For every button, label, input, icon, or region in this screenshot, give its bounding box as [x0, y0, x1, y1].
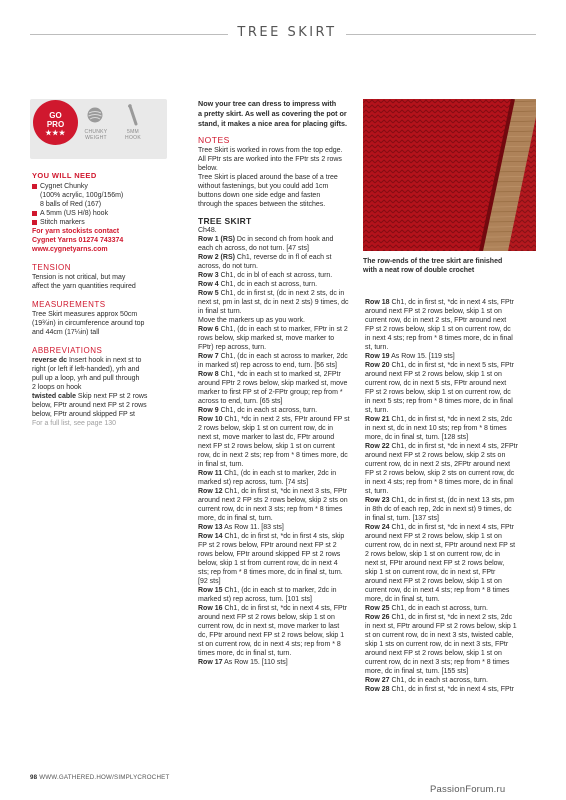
instruction-line	[365, 496, 523, 505]
row-text: Ch1, dc in first st, *dc in next 5 sts, FPtr	[389, 362, 515, 369]
row-label: Row 8	[198, 371, 219, 378]
row-label: Row 28	[365, 686, 390, 693]
abbreviation-text: 2 loops on hook	[32, 384, 82, 391]
instruction-line	[198, 370, 353, 379]
row-text: Ch1, dc in first st, *dc in next 4 sts, 2FPtr	[389, 443, 518, 450]
yarn-ball-icon	[87, 107, 103, 123]
badge-stars: ★★★	[45, 130, 66, 137]
row-label: Row 14	[198, 533, 223, 540]
watermark: PassionForum.ru	[430, 784, 506, 795]
instruction-line	[198, 451, 353, 460]
photo-illustration	[363, 99, 536, 251]
instruction-line	[365, 577, 523, 586]
instruction-line	[365, 649, 523, 658]
instruction-line	[365, 352, 523, 361]
material-line: (100% acrylic, 100g/156m)	[40, 192, 124, 199]
instruction-line	[198, 568, 353, 577]
notes-line: Tree Skirt is worked in rows from the top edge.	[198, 147, 343, 154]
intro-line: stand, it makes a nice area for placing gifts.	[198, 119, 347, 128]
row-label: Row 18	[365, 299, 390, 306]
instruction-line	[198, 361, 353, 370]
row-text: next st, pm in last st, dc in next 2 sts) 9 times, dc	[198, 299, 349, 306]
instruction-line	[365, 505, 523, 514]
stockists-line-1: For yarn stockists contact	[32, 228, 120, 235]
row-text: Ch1, dc in first st, *dc in next 2 sts, 2dc	[389, 614, 513, 621]
row-text: [92 sts]	[198, 578, 221, 585]
material-item-hook	[32, 209, 158, 218]
row-text: in final st turn.	[198, 308, 242, 315]
instruction-line	[198, 460, 353, 469]
row-text: Ch1, (dc in each st across to marker, 2dc	[218, 353, 348, 360]
badge-line-1: GO	[49, 111, 62, 120]
instruction-line	[198, 271, 353, 280]
instruction-line	[198, 379, 353, 388]
row-label: Row 6	[198, 326, 219, 333]
tension-line: affect the yarn quantities required	[32, 283, 136, 290]
instruction-line	[198, 289, 353, 298]
instruction-line	[198, 433, 353, 442]
row-label: Row 20	[365, 362, 390, 369]
abbreviation-text: below, FPtr around skipped FP st	[32, 411, 135, 418]
instruction-line	[198, 559, 353, 568]
row-text: in 8th dc of each rep, 2dc in next st) 9 times, dc	[365, 506, 512, 513]
instruction-line	[365, 433, 523, 442]
abbreviation-term: twisted cable	[32, 393, 76, 400]
row-text: around next FP st 2 rows below, skip 2 sts on	[365, 452, 506, 459]
row-text: sts; rep from * 8 times more, dc in final st, turn.	[198, 569, 343, 576]
hook-caption-line-2: HOOK	[125, 135, 141, 141]
stockists-line-2: Cygnet Yarns 01274 743374	[32, 237, 124, 244]
instruction-line	[365, 514, 523, 523]
row-text: around next FP st 2 rows below, skip 1 st on	[365, 650, 502, 657]
row-text: Ch1, dc in each st across, turn.	[218, 407, 318, 414]
row-text: FP st 2 rows below, skip 1 st on current row, dc	[365, 326, 511, 333]
row-text: st on current row, dc in next 4 sts; rep from * 8	[198, 641, 341, 648]
intro-text	[198, 99, 353, 129]
instruction-line	[365, 469, 523, 478]
tree-skirt-instructions	[198, 226, 353, 667]
material-item-yarn	[32, 182, 158, 209]
row-text: Ch1, dc in bl of each st across, turn.	[218, 272, 333, 279]
row-text: st, turn.	[365, 407, 389, 414]
row-text: Ch1, dc in each st across, turn.	[218, 281, 318, 288]
row-text: Ch1, (dc in each st to marker, 2dc in	[222, 470, 337, 477]
row-text: 2 rows below, skip 1 st on current row, dc in	[198, 425, 334, 432]
row-text: Ch1, dc in first st, *dc in next 4 sts, FPtr	[389, 524, 515, 531]
row-text: Ch1, dc in first st, *dc in next 4 sts, FPtr	[222, 605, 348, 612]
instruction-line	[198, 280, 353, 289]
row-label: Row 16	[198, 605, 223, 612]
instruction-line	[198, 505, 353, 514]
instruction-line	[198, 352, 353, 361]
instruction-line	[198, 307, 353, 316]
instruction-line	[198, 604, 353, 613]
row-label: Row 9	[198, 407, 219, 414]
row-text: current row, dc in next st, move marker to last	[198, 623, 340, 630]
row-text: next st, FPtr around next FP st 2 rows below,	[365, 560, 505, 567]
row-text: each ch across, do not turn. [47 sts]	[198, 245, 309, 252]
row-text: next st, move marker to last dc, FPtr around	[198, 434, 335, 441]
row-text: in final st, turn.	[198, 461, 244, 468]
notes-line: All FPtr sts are worked into the FPtr sts 2 rows	[198, 156, 342, 163]
instruction-line	[365, 604, 523, 613]
notes-line: below.	[198, 165, 218, 172]
abbreviation-text: below, FPtr around next FP st 2 rows	[32, 402, 147, 409]
row-text: As Row 15. [119 sts]	[389, 353, 455, 360]
row-text: Ch1, dc in each st across, turn.	[389, 605, 488, 612]
instruction-line	[365, 478, 523, 487]
material-line: A 5mm (US H/8) hook	[40, 210, 109, 217]
row-text: current row, dc in next st, FPtr around next FP st	[365, 542, 516, 549]
full-list-reference: For a full list, see page 130	[32, 420, 117, 427]
instruction-line	[198, 532, 353, 541]
row-text: in next 5 sts; rep from * 8 times more, dc in final	[365, 398, 513, 405]
instruction-line	[198, 487, 353, 496]
row-text: row, dc in next 2 sts; rep from * 8 times more, dc	[198, 452, 348, 459]
row-text: Ch1, *dc in next 2 sts, FPtr around FP st	[222, 416, 350, 423]
instruction-line	[198, 613, 353, 622]
row-text: 2 rows below, skip 1 st on current row, dc in	[365, 551, 501, 558]
row-text: in final st, turn. [137 sts]	[365, 515, 439, 522]
instruction-line	[365, 640, 523, 649]
badge-line-2: PRO	[46, 120, 65, 129]
footer-url: WWW.GATHERED.HOW/SIMPLYCROCHET	[37, 774, 170, 781]
page-footer	[30, 774, 169, 781]
material-line: Stitch markers	[40, 219, 85, 226]
row-text: dc, FPtr around next FP st 2 rows below, skip 1	[198, 632, 345, 639]
row-text: Ch1, dc in first st, *dc in next 2 sts, 2dc	[389, 416, 513, 423]
row-text: around next FP st 2 rows below, skip 1 st on	[365, 371, 502, 378]
row-text: skip 1 st on current row, dc in next st, FPtr	[365, 569, 496, 576]
row-label: Row 7	[198, 353, 219, 360]
instruction-line	[198, 298, 353, 307]
measurements-line: (19¾in) in circumference around top	[32, 320, 145, 327]
row-text: marked st) rep across, turn. [101 sts]	[198, 596, 312, 603]
yarn-weight-caption-line-2: WEIGHT	[85, 135, 107, 141]
material-line: 8 balls of Red (167)	[40, 201, 102, 208]
instruction-line	[198, 478, 353, 487]
row-text: FP st 2 rows below, FPtr around next FP st 2	[198, 542, 337, 549]
row-text: Ch1, dc in first st, *dc in first 4 sts, skip	[222, 533, 345, 540]
notes-line: Tree Skirt is placed around the base of a tree	[198, 174, 338, 181]
notes-paragraph-2	[198, 173, 353, 209]
row-text: Ch1, *dc in each st to marked st, 2FPtr	[218, 371, 341, 378]
instruction-line	[198, 586, 353, 595]
intro-line: Now your tree can dress to impress with	[198, 99, 337, 108]
row-text: around next FP st 2 rows below, skip 1 st on	[365, 308, 502, 315]
instruction-line	[365, 298, 523, 307]
instruction-line	[198, 406, 353, 415]
row-label: Row 11	[198, 470, 223, 477]
row-label: Row 4	[198, 281, 219, 288]
row-label: Row 21	[365, 416, 390, 423]
row-text: FP st 2 rows below, skip 2 sts on current row, dc	[365, 470, 515, 477]
row-text: across, do not turn.	[198, 263, 258, 270]
instruction-line	[198, 658, 353, 667]
abbreviation-text: Insert hook in next st to	[67, 357, 142, 364]
row-label: Row 25	[365, 605, 390, 612]
row-text: more, dc in final st, turn.	[198, 515, 273, 522]
row-text: marker to first FP st of 2-FPtr group; rep from *	[198, 389, 343, 396]
instruction-line	[198, 550, 353, 559]
abbreviation-text: pull up a loop, yrh and pull through	[32, 375, 140, 382]
row-text: around next 2 FP sts 2 rows below, skip 2 sts on	[198, 497, 348, 504]
row-text: across to end, turn. [65 sts]	[198, 398, 283, 405]
instruction-line	[365, 406, 523, 415]
row-label: Row 1 (RS)	[198, 236, 235, 243]
row-text: current row, dc in next 2 sts, 2FPtr around next	[365, 461, 511, 468]
row-label: Row 13	[198, 524, 223, 531]
instruction-line	[198, 415, 353, 424]
row-text: Ch1, dc in first st, (dc in next 2 sts, dc in	[218, 290, 345, 297]
yarn-weight-caption-line-1: CHUNKY	[84, 129, 108, 135]
page-header	[0, 22, 566, 46]
row-text: rows below, skip marked st, move marker to	[198, 335, 335, 342]
row-text: in next st, dc in next 10 sts; rep from * 8 times	[365, 425, 507, 432]
tree-skirt-heading: TREE SKIRT	[198, 216, 252, 226]
material-item-markers	[32, 218, 158, 227]
instruction-line	[198, 388, 353, 397]
abbreviations-heading: ABBREVIATIONS	[32, 346, 103, 355]
page-title: TREE SKIRT	[237, 25, 337, 40]
row-text: current row, dc in next 3 sts; rep from * 8 times	[365, 659, 510, 666]
row-text: marked st) rep across, turn. [74 sts]	[198, 479, 309, 486]
instruction-line	[198, 334, 353, 343]
row-label: Row 12	[198, 488, 223, 495]
instruction-line	[198, 253, 353, 262]
instruction-line	[365, 550, 523, 559]
go-pro-badge	[33, 100, 78, 145]
header-rule-right	[346, 34, 536, 35]
notes-line: through the spaces between the stitches.	[198, 201, 326, 208]
row-text: in marked st) rep across to end, turn. [56 sts]	[198, 362, 337, 369]
row-label: Row 10	[198, 416, 223, 423]
instruction-line	[365, 631, 523, 640]
instruction-line	[365, 388, 523, 397]
row-text: current row, dc in next 5 sts, FPtr around next	[365, 380, 507, 387]
instruction-line	[198, 541, 353, 550]
row-text: skip 1 sts on current row, dc in next 3 sts, FPtr	[365, 641, 509, 648]
instruction-line	[365, 424, 523, 433]
row-label: Row 17	[198, 659, 223, 666]
instruction-line	[365, 568, 523, 577]
row-label: Row 26	[365, 614, 390, 621]
row-label: Row 3	[198, 272, 219, 279]
instruction-line	[198, 343, 353, 352]
instruction-line	[365, 613, 523, 622]
instruction-line	[365, 586, 523, 595]
instruction-line	[365, 685, 523, 694]
row-text: Ch1, dc in first st, (dc in next 13 sts, pm	[389, 497, 515, 504]
row-text: st on current row, dc in next 3 sts, twisted cable,	[365, 632, 514, 639]
measurements-line: Tree Skirt measures approx 50cm	[32, 311, 138, 318]
row-text: st, turn.	[365, 344, 389, 351]
row-text: around next FP st 2 rows below, skip 1 st on	[365, 533, 502, 540]
instruction-line	[365, 658, 523, 667]
row-text: around next FP st 2 rows below, skip 1 st on	[365, 578, 502, 585]
instruction-line	[365, 559, 523, 568]
row-text: As Row 11. [83 sts]	[222, 524, 284, 531]
instruction-line	[365, 541, 523, 550]
instruction-line	[198, 316, 353, 325]
tension-heading: TENSION	[32, 263, 72, 272]
notes-line: without fastenings, but you could add 1cm	[198, 183, 329, 190]
abbreviation-text: right (or left if left-handed), yrh and	[32, 366, 140, 373]
row-text: in next st, FPtr around FP st 2 rows below, skip 1	[365, 623, 517, 630]
row-text: Ch1, dc in first st, *dc in next 3 sts, FPtr	[222, 488, 348, 495]
instruction-line	[198, 622, 353, 631]
row-label: Row 2 (RS)	[198, 254, 235, 261]
notes-paragraph-1	[198, 146, 353, 173]
instruction-line	[198, 640, 353, 649]
page-number: 98	[30, 774, 38, 781]
row-text: current row, dc in next 4 sts; rep from * 8 times	[365, 587, 510, 594]
hook-caption-line-1: 5MM	[126, 129, 139, 135]
instruction-line	[198, 523, 353, 532]
instruction-line	[198, 424, 353, 433]
row-text: rows below, FPtr around skipped FP st 2 rows	[198, 551, 341, 558]
row-text: around FPtr 2 rows below, skip marked st, move	[198, 380, 348, 387]
header-rule-left	[30, 34, 228, 35]
instruction-line	[198, 469, 353, 478]
instruction-line	[198, 397, 353, 406]
instruction-line	[198, 496, 353, 505]
row-text: in next 4 sts; rep from * 8 times more, dc in final	[365, 479, 513, 486]
row-text: Ch1, (dc in each st to marker, 2dc in	[222, 587, 337, 594]
row-label: Row 22	[365, 443, 390, 450]
stockists-web-link[interactable]: www.cygnetyarns.com	[32, 246, 108, 253]
row-label: Row 5	[198, 290, 219, 297]
row-text: around next FP st 2 rows below, skip 1 st on	[198, 614, 335, 621]
row-text: Ch48.	[198, 227, 217, 234]
row-text: Ch1, dc in first st, *dc in next 4 sts, FPtr	[389, 686, 515, 693]
row-text: current row, dc in next 2 sts, FPtr around next	[365, 317, 507, 324]
row-label: Row 15	[198, 587, 223, 594]
abbreviation-reverse-dc	[32, 356, 158, 392]
abbreviation-text: Skip next FP st 2 rows	[75, 393, 148, 400]
instruction-line	[365, 325, 523, 334]
row-text: times more, dc in final st, turn.	[198, 650, 292, 657]
hook-size-caption	[116, 129, 150, 141]
photo-caption	[363, 257, 528, 275]
instruction-line	[198, 631, 353, 640]
photo-caption-line: The row-ends of the tree skirt are finished	[363, 258, 503, 265]
row-text: Dc in second ch from hook and	[234, 236, 334, 243]
material-line: Cygnet Chunky	[40, 183, 88, 190]
instruction-line	[365, 379, 523, 388]
row-text: more, dc in final st, turn. [128 sts]	[365, 434, 469, 441]
abbreviation-twisted-cable	[32, 392, 158, 419]
row-label: Row 19	[365, 353, 390, 360]
instruction-line	[365, 442, 523, 451]
instruction-line	[198, 595, 353, 604]
instruction-line	[365, 334, 523, 343]
measurements-line: and 44cm (17¼in) tall	[32, 329, 100, 336]
row-text: FP st 2 rows below, skip 1 st on current row, dc	[365, 389, 511, 396]
notes-heading: NOTES	[198, 135, 230, 145]
row-label: Row 23	[365, 497, 390, 504]
instruction-line	[198, 235, 353, 244]
middle-column	[198, 99, 353, 667]
instruction-line	[365, 307, 523, 316]
instruction-line	[365, 451, 523, 460]
instruction-line	[365, 460, 523, 469]
instruction-line	[365, 415, 523, 424]
row-text: Move the markers up as you work.	[198, 317, 305, 324]
row-text: in next 4 sts; rep from * 8 times more, dc in final	[365, 335, 513, 342]
row-text: current row, dc in next 3 sts; rep from * 8 times	[198, 506, 343, 513]
intro-line: a pretty skirt. As well as covering the pot or	[198, 109, 347, 118]
left-column	[32, 171, 158, 428]
you-will-need-heading: YOU WILL NEED	[32, 171, 97, 180]
row-text: more, dc in final st, turn.	[365, 596, 440, 603]
abbreviation-term: reverse dc	[32, 357, 68, 364]
crochet-hook-icon	[124, 104, 140, 126]
row-text: st, turn.	[365, 488, 389, 495]
measurements-heading: MEASUREMENTS	[32, 300, 106, 309]
row-text: Ch1, reverse dc in fl of each st	[234, 254, 332, 261]
row-text: Ch1, (dc in each st to marker, FPtr in st 2	[218, 326, 348, 333]
row-text: below, skip 1 st from current row, dc in next 4	[198, 560, 338, 567]
instruction-line	[198, 244, 353, 253]
instruction-line	[365, 397, 523, 406]
notes-line: buttons down one side edge and fasten	[198, 192, 321, 199]
instruction-line	[198, 514, 353, 523]
row-text: As Row 15. [110 sts]	[222, 659, 288, 666]
instruction-line	[365, 622, 523, 631]
tension-line: Tension is not critical, but may	[32, 274, 126, 281]
instruction-line	[198, 226, 353, 235]
row-text: more, dc in final st, turn. [155 sts]	[365, 668, 469, 675]
instruction-line	[365, 523, 523, 532]
row-text: next FP st 2 rows below, skip 1 st on current	[198, 443, 335, 450]
yarn-weight-caption	[78, 129, 114, 141]
instruction-line	[198, 442, 353, 451]
tree-skirt-photo	[363, 99, 536, 251]
instruction-line	[365, 676, 523, 685]
instruction-line	[198, 649, 353, 658]
row-label: Row 24	[365, 524, 390, 531]
instruction-line	[365, 361, 523, 370]
row-text: FPtr) rep across, turn.	[198, 344, 267, 351]
instruction-line	[198, 262, 353, 271]
instruction-line	[365, 532, 523, 541]
photo-caption-line: with a neat row of double crochet	[363, 267, 475, 274]
instruction-line	[365, 370, 523, 379]
instruction-line	[365, 487, 523, 496]
instruction-line	[365, 667, 523, 676]
instruction-line	[365, 595, 523, 604]
instruction-line	[365, 343, 523, 352]
instruction-line	[365, 316, 523, 325]
row-label: Row 27	[365, 677, 390, 684]
row-text: Ch1, dc in each st across, turn.	[389, 677, 488, 684]
right-column-instructions	[365, 298, 523, 694]
instruction-line	[198, 577, 353, 586]
instruction-line	[198, 325, 353, 334]
difficulty-panel	[30, 99, 167, 159]
row-text: Ch1, dc in first st, *dc in next 4 sts, FPtr	[389, 299, 515, 306]
